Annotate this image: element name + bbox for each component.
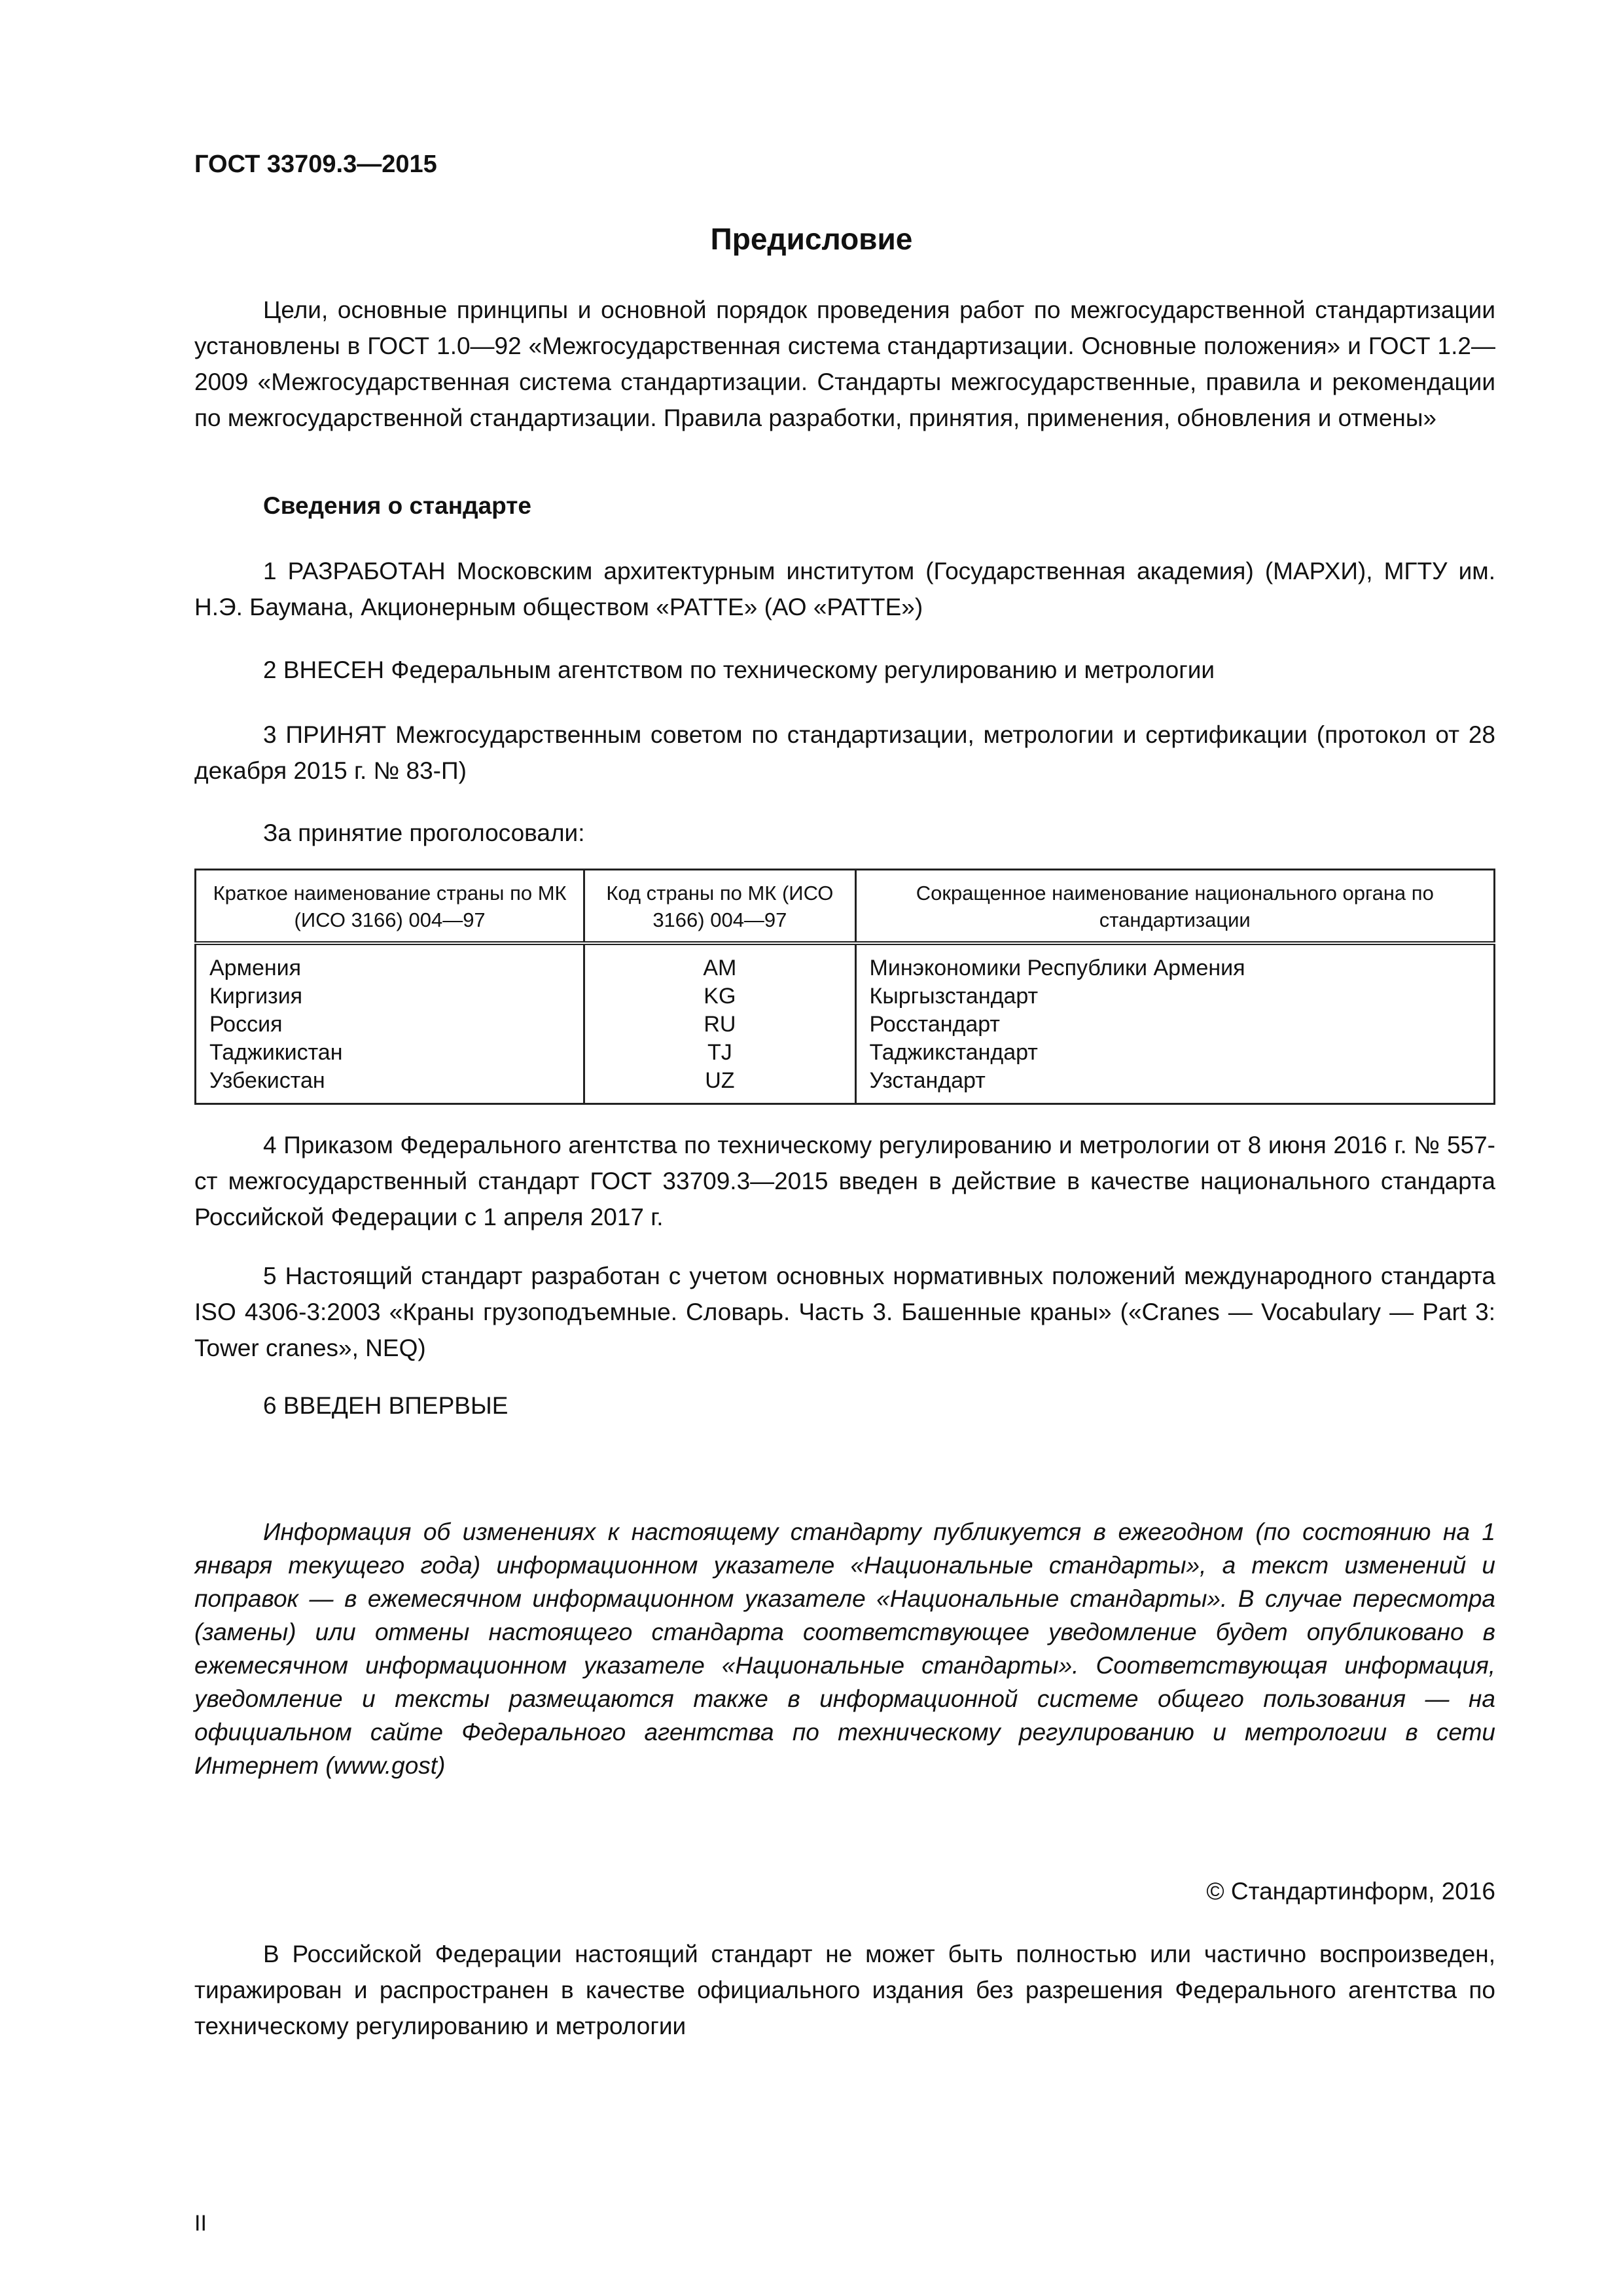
- vote-intro-block: [194, 815, 1495, 851]
- code-cell: TJ: [584, 1039, 855, 1067]
- info-heading-block: [194, 488, 1495, 524]
- item-4: 4 Приказом Федерального агентства по техническому регулированию и метрологии от 8 июня 2016 г. № 557-ст межгосударственный стандарт ГОСТ 33709.3—2015 введен в действие в качестве национального стандарта Российской Федерации с 1 апреля 2017 г.: [194, 1132, 1495, 1230]
- document-code: ГОСТ 33709.3—2015: [194, 151, 437, 178]
- item-6: 6 ВВЕДЕН ВПЕРВЫЕ: [263, 1392, 508, 1419]
- item-5: 5 Настоящий стандарт разработан с учетом основных нормативных положений международного стандарта ISO 4306-3:2003 «Краны грузоподъемные. Словарь. Часть 3. Башенные краны» («Cranes — Vocabulary — Part 3: Tower cranes», NEQ): [194, 1263, 1495, 1361]
- body-cell: Таджикстандарт: [855, 1039, 1494, 1067]
- code-cell: UZ: [584, 1067, 855, 1104]
- table-row: [196, 1011, 1495, 1039]
- item-2-block: [194, 652, 1495, 688]
- country-cell: Армения: [196, 943, 584, 982]
- country-cell: Узбекистан: [196, 1067, 584, 1104]
- table-row: [196, 1067, 1495, 1104]
- changes-notice: Информация об изменениях к настоящему стандарту публикуется в ежегодном (по состоянию на 1 января текущего года) информационном указателе «Национальные стандарты», а текст изменений и поправок — в ежемесячном информационном указателе «Национальные стандарты». В случае пересмотра (замены) или отмены настоящего стандарта соответствующее уведомление будет опубликовано в ежемесячном информационном указателе «Национальные стандарты». Соответствующая информация, уведомление и тексты размещаются также в информационной системе общего пользования — на официальном сайте Федерального агентства по техническому регулированию и метрологии в сети Интернет (www.gost): [194, 1518, 1495, 1779]
- legal-block: [194, 1936, 1495, 2044]
- item-1: 1 РАЗРАБОТАН Московским архитектурным институтом (Государственная академия) (МАРХИ), МГТУ им. Н.Э. Баумана, Акционерным обществом «РАТТЕ» (АО «РАТТЕ»): [194, 558, 1495, 620]
- country-cell: Таджикистан: [196, 1039, 584, 1067]
- code-cell: KG: [584, 982, 855, 1011]
- item-2: 2 ВНЕСЕН Федеральным агентством по техническому регулированию и метрологии: [263, 656, 1215, 683]
- voting-table: [194, 869, 1495, 1105]
- page-number: II: [194, 2211, 207, 2236]
- table-header-row: [196, 870, 1495, 944]
- body-cell: Узстандарт: [855, 1067, 1494, 1104]
- country-cell: Россия: [196, 1011, 584, 1039]
- item-4-block: [194, 1127, 1495, 1235]
- copyright: © Стандартинформ, 2016: [1206, 1878, 1495, 1905]
- code-cell: AM: [584, 943, 855, 982]
- info-heading: Сведения о стандарте: [263, 492, 531, 519]
- copyright-block: [194, 1873, 1495, 1909]
- item-3: 3 ПРИНЯТ Межгосударственным советом по стандартизации, метрологии и сертификации (протокол от 28 декабря 2015 г. № 83-П): [194, 721, 1495, 784]
- page-title: Предисловие: [710, 222, 913, 256]
- body-cell: Росстандарт: [855, 1011, 1494, 1039]
- table-row: [196, 1039, 1495, 1067]
- body-cell: Минэкономики Республики Армения: [855, 943, 1494, 982]
- item-5-block: [194, 1258, 1495, 1366]
- column-header-country: Краткое наименование страны по МК (ИСО 3166) 004—97: [196, 870, 584, 944]
- item-1-block: [194, 553, 1495, 625]
- item-6-block: [194, 1388, 1495, 1424]
- table-row: [196, 982, 1495, 1011]
- table-row: [196, 943, 1495, 982]
- vote-intro: За принятие проголосовали:: [263, 819, 585, 846]
- code-cell: RU: [584, 1011, 855, 1039]
- column-header-body: Сокращенное наименование национального органа по стандартизации: [855, 870, 1494, 944]
- intro-block: [194, 292, 1495, 436]
- intro-paragraph: Цели, основные принципы и основной порядок проведения работ по межгосударственной стандартизации установлены в ГОСТ 1.0—92 «Межгосударственная система стандартизации. Основные положения» и ГОСТ 1.2—2009 «Межгосударственная система стандартизации. Стандарты межгосударственные, правила и рекомендации по межгосударственной стандартизации. Правила разработки, принятия, применения, обновления и отмены»: [194, 296, 1495, 431]
- notice-block: [194, 1515, 1495, 1782]
- body-cell: Кыргызстандарт: [855, 982, 1494, 1011]
- legal-notice: В Российской Федерации настоящий стандарт не может быть полностью или частично воспроизведен, тиражирован и распространен в качестве официального издания без разрешения Федерального агентства по техническому регулированию и метрологии: [194, 1941, 1495, 2039]
- column-header-code: Код страны по МК (ИСО 3166) 004—97: [584, 870, 855, 944]
- country-cell: Киргизия: [196, 982, 584, 1011]
- item-3-block: [194, 717, 1495, 789]
